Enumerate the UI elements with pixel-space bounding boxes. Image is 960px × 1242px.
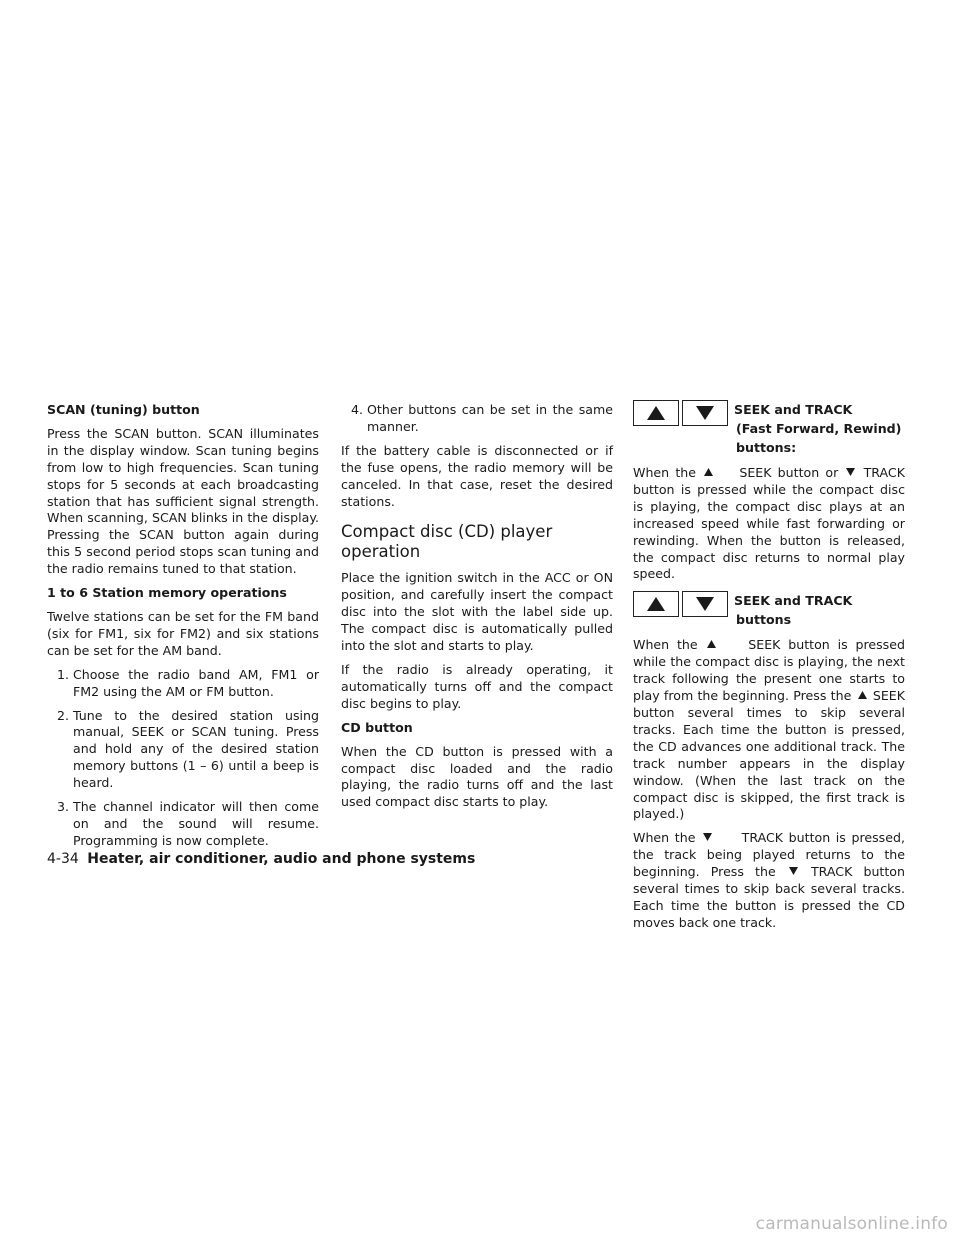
cd-paragraph-2: If the radio is already operating, it automatically turns off and the compact disc begins to play.	[341, 661, 613, 711]
seek-paragraph: When the SEEK button is pressed while the compact disc is playing, the next track following the present one starts to play from the beginning. Press the SEEK button several times to skip several tracks. Each time the button is pressed, the CD advances one additional track. The track number appears in the display window. (When the last track on the compact disc is skipped, the first track is played.)	[633, 637, 905, 822]
triangle-down-icon	[696, 597, 714, 611]
triangle-down-icon	[703, 833, 712, 841]
track-key	[682, 400, 728, 426]
triangle-down-icon	[846, 468, 855, 476]
memory-steps	[47, 667, 319, 850]
battery-paragraph: If the battery cable is disconnected or if the fuse opens, the radio memory will be canceled. In that case, reset the desired stations.	[341, 442, 613, 509]
triangle-up-icon	[707, 640, 716, 648]
triangle-down-icon	[696, 406, 714, 420]
cd-button-paragraph: When the CD button is pressed with a compact disc loaded and the radio playing, the radio turns off and the last used compact disc starts to play.	[341, 743, 613, 810]
page-footer	[47, 851, 475, 867]
memory-paragraph: Twelve stations can be set for the FM band (six for FM1, six for FM2) and six stations can be set for the AM band.	[47, 608, 319, 658]
ff-rewind-caption: SEEK and TRACK (Fast Forward, Rewind) buttons:	[734, 402, 902, 455]
step-item: 3. The channel indicator will then come on and the sound will resume. Programming is now complete.	[56, 799, 319, 848]
seek-track-button-illustration	[633, 400, 728, 426]
column-2	[341, 402, 613, 818]
seek-key	[633, 400, 679, 426]
step-item: 1. Choose the radio band AM, FM1 or FM2 using the AM or FM button.	[56, 666, 319, 699]
step-item: 4. Other buttons can be set in the same manner.	[350, 402, 613, 434]
scan-paragraph: Press the SCAN button. SCAN illuminates in the display window. Scan tuning begins from low to high frequencies. Scan tuning stops for 5 seconds at each broadcasting station that has sufficient signal strength. When scanning, SCAN blinks in the display. Pressing the SCAN button again during this 5 second period stops scan tuning and the radio remains tuned to that station.	[47, 425, 319, 577]
triangle-down-icon	[789, 867, 798, 875]
memory-heading: 1 to 6 Station memory operations	[47, 585, 287, 601]
column-1	[47, 402, 319, 857]
seek-track-button-illustration	[633, 591, 728, 617]
track-key	[682, 591, 728, 617]
cd-button-heading: CD button	[341, 719, 413, 735]
cd-paragraph-1: Place the ignition switch in the ACC or ON position, and carefully insert the compact disc into the slot with the label side up. The compact disc is automatically pulled into the slot and starts to play.	[341, 570, 613, 654]
seek-key	[633, 591, 679, 617]
column-3	[633, 400, 905, 939]
watermark: carmanualsonline.info	[755, 1214, 948, 1234]
triangle-up-icon	[647, 406, 665, 420]
step-item: 2. Tune to the desired station using manual, SEEK or SCAN tuning. Press and hold any of the desired station memory buttons (1 – 6) until a beep is heard.	[56, 707, 319, 791]
triangle-up-icon	[647, 597, 665, 611]
memory-steps-continued	[341, 402, 613, 436]
cd-section-title: Compact disc (CD) player operation	[341, 522, 553, 562]
triangle-up-icon	[704, 468, 713, 476]
page-number: 4-34	[47, 851, 79, 867]
track-paragraph: When the TRACK button is pressed, the track being played returns to the beginning. Press the TRACK button several times to skip back several tracks. Each time the button is pressed the CD moves back one track.	[633, 830, 905, 930]
ff-rewind-block	[633, 400, 905, 457]
scan-heading: SCAN (tuning) button	[47, 402, 200, 417]
seek-track-block	[633, 591, 905, 629]
ff-rewind-paragraph: When the SEEK button or TRACK button is pressed while the compact disc is playing, the compact disc plays at an increased speed while fast forwarding or rewinding. When the button is released, the compact disc returns to normal play speed.	[633, 465, 905, 582]
seek-track-caption: SEEK and TRACK buttons	[734, 593, 853, 628]
triangle-up-icon	[858, 691, 867, 699]
section-title: Heater, air conditioner, audio and phone systems	[87, 851, 476, 867]
